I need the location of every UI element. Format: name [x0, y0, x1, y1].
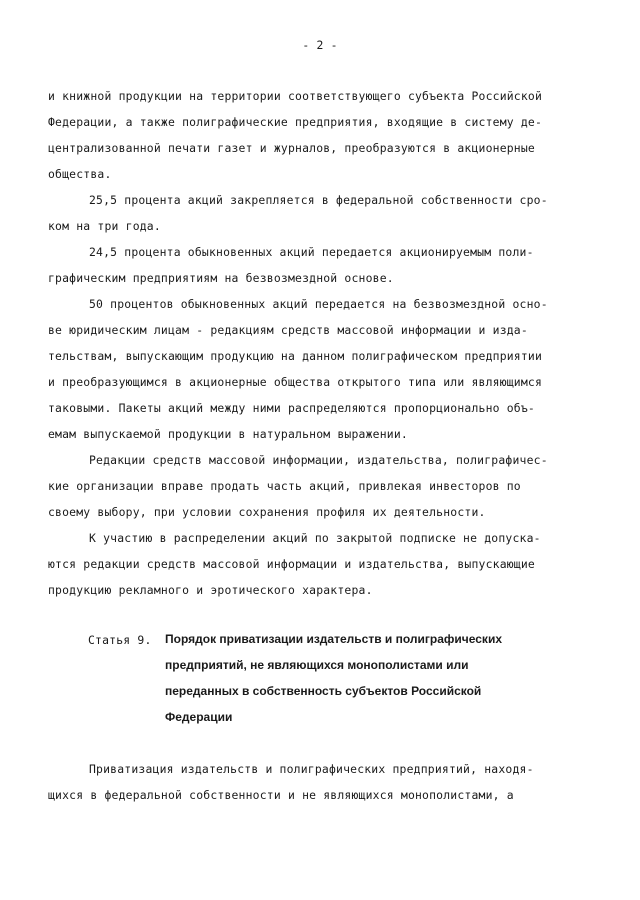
text-line: своему выбору, при условии сохранения профиля их деятельности.	[48, 505, 486, 519]
text-line: общества.	[48, 167, 112, 181]
text-line: централизованной печати газет и журналов, преобразуются в акционерные	[48, 141, 535, 155]
text-line: емам выпускаемой продукции в натуральном выражении.	[48, 427, 408, 441]
text-line: 25,5 процента акций закрепляется в федеральной собственности сро-	[89, 193, 548, 207]
text-line: щихся в федеральной собственности и не являющихся монополистами, а	[48, 788, 514, 802]
text-line: Редакции средств массовой информации, издательства, полиграфичес-	[89, 453, 548, 467]
page-number: - 2 -	[302, 38, 338, 52]
text-line: графическим предприятиям на безвозмездной основе.	[48, 271, 394, 285]
text-line: кие организации вправе продать часть акций, привлекая инвесторов по	[48, 479, 521, 493]
text-line: 24,5 процента обыкновенных акций передается акционируемым поли-	[89, 245, 534, 259]
text-line: и книжной продукции на территории соответствующего субъекта Российской	[48, 89, 543, 103]
article-label: Статья 9.	[88, 633, 152, 647]
text-line: ком на три года.	[48, 219, 161, 233]
article-title-line: Федерации	[165, 710, 233, 724]
text-line: 50 процентов обыкновенных акций передается на безвозмездной осно-	[89, 297, 548, 311]
text-line: К участию в распределении акций по закрытой подписке не допуска-	[89, 531, 541, 545]
text-line: тельствам, выпускающим продукцию на данном полиграфическом предприятии	[48, 349, 543, 363]
article-title-line: переданных в собственность субъектов Российской	[165, 684, 482, 698]
text-line: Федерации, а также полиграфические предприятия, входящие в систему де-	[48, 115, 543, 129]
article-title-line: предприятий, не являющихся монополистами или	[165, 658, 469, 672]
text-line: ве юридическим лицам - редакциям средств массовой информации и изда-	[48, 323, 528, 337]
text-line: и преобразующимся в акционерные общества открытого типа или являющимся	[48, 375, 543, 389]
text-line: продукцию рекламного и эротического характера.	[48, 583, 373, 597]
article-title-line: Порядок приватизации издательств и полиграфических	[165, 632, 502, 646]
text-line: таковыми. Пакеты акций между ними распределяются пропорционально объ-	[48, 401, 535, 415]
text-line: ются редакции средств массовой информации и издательства, выпускающие	[48, 557, 535, 571]
text-line: Приватизация издательств и полиграфических предприятий, находя-	[89, 762, 534, 776]
